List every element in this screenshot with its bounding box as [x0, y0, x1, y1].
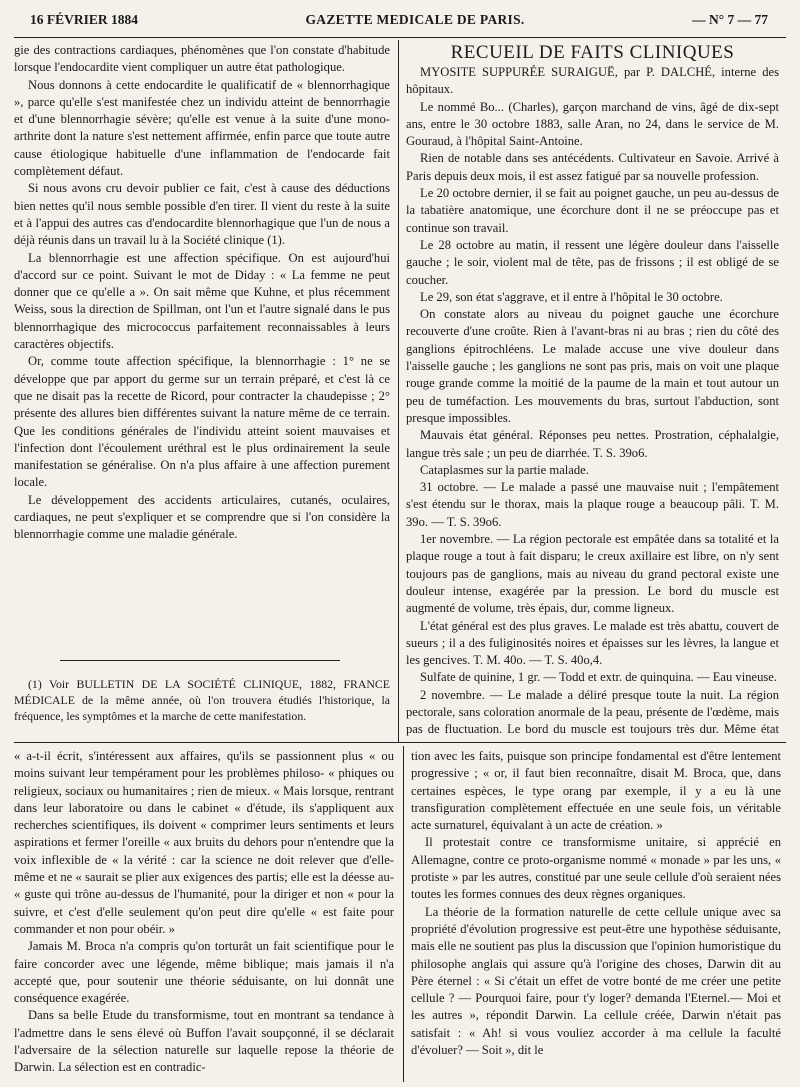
paragraph: Jamais M. Broca n'a compris qu'on torturât un fait scientifique pour le faire concorder avec une légende, même biblique; mais jamais il n'a accepté que, pour soutenir une théorie séduisante, on lui donnât une conséquence exagérée.	[14, 939, 394, 1006]
paragraph: Mauvais état général. Réponses peu nettes. Prostration, céphalalgie, langue très sale ; un peu de diarrhée. T. S. 39o6.	[406, 428, 779, 460]
article-heading: MYOSITE SUPPURÉE SURAIGUË, par P. DALCHÉ, interne des hôpitaux.	[406, 65, 779, 97]
paragraph: Le 20 octobre dernier, il se fait au poignet gauche, un peu au-dessus de la tabatière anatomique, une écorchure dont il ne se préoccupe pas et continue son travail.	[406, 186, 779, 235]
paragraph: tion avec les faits, puisque son principe fondamental est d'être lentement progressive ; « or, il faut bien reconnaître, disait M. Broca, que, dans certaines espèces, le type orang par exemple, il y a eu là une transfiguration complètement effectuée en une seule fois, un véritable acte surnaturel, équivalant à un acte de création. »	[411, 749, 781, 833]
paragraph: L'état général est des plus graves. Le malade est très abattu, couvert de sueurs ; il a des fuliginosités noires et épaisses sur les lèvres, la langue et les gencives. T. M. 40o. — T. S. 40o,4.	[406, 618, 779, 668]
footnote	[14, 676, 390, 740]
left-column	[14, 42, 390, 637]
header-rule	[14, 37, 786, 38]
paragraph: Rien de notable dans ses antécédents. Cultivateur en Savoie. Arrivé à Paris depuis deux mois, il est assez fatigué par sa nouvelle profession.	[406, 151, 779, 183]
section-title: RECUEIL DE FAITS CLINIQUES	[450, 42, 735, 63]
paragraph: « a-t-il écrit, s'intéressent aux affaires, qu'ils se passionnent plus « ou moins suivant leur tempérament pour les problèmes philoso- « phiques ou religieux, sociaux ou humanitaires ; rien de mieux. « Mais lorsque, rentrant dans leur laboratoire ou dans le cabinet « d'étude, ils s'appliquent aux recherches scientifiques, ils doivent « comprimer leurs sentiments et leurs aspirations et fermer l'oreille « aux bruits du dehors pour n'entendre que la voix inflexible de « la vérité : car la science ne doit relever que d'elle-même et ne « saurait se plier aux exigences des partis; elle est la déesse au- « guste qui trône au-dessus de l'humanité, pour la diriger et non « pour la suivre, et c'est d'elle seulement qu'on peut dire qu'elle « est faite pour commander et non pour obéir. »	[14, 749, 394, 936]
paragraph: Le développement des accidents articulaires, cutanés, oculaires, cardiaques, ne peut s'expliquer et se comprendre que si l'on considère la blennorrhagie comme une maladie générale.	[14, 492, 390, 542]
paragraph: La blennorrhagie est une affection spécifique. On est aujourd'hui d'accord sur ce point. Suivant le mot de Diday : « La femme ne peut donner que ce qu'elle a ». On sait même que Kuhne, et plus récemment Weiss, sous la direction de Spillman, ont l'un et l'autre signalé dans le pus blennorrhagique des micrococcus parfaitement reconnaissables à leurs caractères objectifs.	[14, 250, 390, 352]
paragraph: 31 octobre. — Le malade a passé une mauvaise nuit ; l'empâtement s'est étendu sur le thorax, mais la plaque rouge a beaucoup pâli. T. M. 39o. — T. S. 39o6.	[406, 480, 779, 529]
paragraph: Dans sa belle Etude du transformisme, tout en montrant sa tendance à l'admettre dans le sens élevé où Buffon l'avait soupçonné, il se déclarait l'adversaire de la sélection naturelle sur laquelle repose la théorie de Darwin. La sélection est en contradic-	[14, 1008, 394, 1075]
paragraph: Il protestait contre ce transformisme unitaire, si apprécié en Allemagne, contre ce proto-organisme nommé « monade » par les uns, « protiste » par les autres, constitué par une seule cellule d'où seraient nées toutes les formes connues des deux règnes organiques.	[411, 835, 781, 902]
paragraph: 2 novembre. — Le malade a déliré presque toute la nuit. La région pectorale, sans coloration anormale de la peau, présente de l'œdème, mais pas de fluctuation. Le bord du muscle est toujours très dur. Même état	[406, 687, 779, 737]
section-rule	[14, 742, 786, 743]
top-column-divider	[398, 40, 399, 742]
right-column	[406, 42, 779, 740]
paragraph: Le nommé Bo... (Charles), garçon marchand de vins, âgé de dix-sept ans, entre le 30 octobre 1883, salle Aran, no 24, dans le service de M. Gouraud, à l'hôpital Saint-Antoine.	[406, 99, 779, 149]
paragraph: On constate alors au niveau du poignet gauche une écorchure recouverte d'une croûte. Rien à l'avant-bras ni au bras ; rien du côté des ganglions épitrochléens. Le malade accuse une vive douleur dans l'aisselle gauche ; les ganglions ne sont pas pris, mais on voit une plaque rouge grande comme la moitié de la paume de la main et tout autour un peu de tuméfaction. Les mouvements du bras, surtout l'abduction, sont presque impossibles.	[406, 307, 779, 425]
footnote-rule	[60, 660, 340, 661]
paragraph: Si nous avons cru devoir publier ce fait, c'est à cause des déductions bien nettes qu'il nous semble possible d'en tirer. Il vient du reste à la suite et à l'appui des autres cas d'endocardite blennorhagique que l'un de nous a déjà réunis dans un travail lu à la Société clinique (1).	[14, 181, 390, 248]
paragraph: Cataplasmes sur la partie malade.	[420, 462, 589, 477]
paragraph: Le 29, son état s'aggrave, et il entre à l'hôpital le 30 octobre.	[420, 289, 723, 304]
bottom-right-column	[411, 748, 781, 1082]
paragraph: Nous donnons à cette endocardite le qualificatif de « blennorrhagique », parce qu'elle s'est manifestée chez un individu atteint de bennorrhagie et d'une blennorrhagie sévère; qu'elle est venue à la suite d'une mono-arthrite dont la nature s'est nettement affirmée, enfin parce que toute autre cause étiologique habituelle d'une inflammation de l'endocarde fait complètement défaut.	[14, 77, 390, 179]
journal-title: GAZETTE MEDICALE DE PARIS.	[305, 12, 525, 28]
footnote-text: (1) Voir BULLETIN DE LA SOCIÉTÉ CLINIQUE, 1882, FRANCE MÉDICALE de la même année, où l'on trouvera étudiés l'historique, la fréquence, les symptômes et la marche de cette manifestation.	[14, 677, 390, 723]
page-header	[30, 8, 768, 32]
paragraph: 1er novembre. — La région pectorale est empâtée dans sa totalité et la plaque rouge a tout à fait disparu; le creux axillaire est libre, on n'y sent toujours pas de ganglions, mais au niveau du grand pectoral existe une douleur intense, exagérée par la pression. Le bord du muscle est augmenté de volume, très épais, dur, comme ligneux.	[406, 532, 779, 616]
paragraph: Sulfate de quinine, 1 gr. — Todd et extr. de quinquina. — Eau vineuse.	[420, 670, 778, 685]
paragraph: Le 28 octobre au matin, il ressent une légère douleur dans l'aisselle gauche ; le soir, violent mal de tête, pas de frissons ; il est obligé de se coucher.	[406, 237, 779, 287]
issue-date: 16 FÉVRIER 1884	[30, 12, 139, 28]
bottom-column-divider	[403, 746, 404, 1082]
paragraph: Or, comme toute affection spécifique, la blennorrhagie : 1° ne se développe que par apport du germe sur un terrain préparé, et c'est là ce que ne disait pas la recette de Ricord, pour contracter la chaudepisse ; 2° présente des allures bien différentes suivant la nature même de ce terrain. Que les conditions générales de l'individu atteint soient mauvaises et l'infection dont l'écoulement uréthral est le plus ordinairement la seule manifestation se généralise. On n'a plus affaire à une affection purement locale.	[14, 354, 390, 490]
paragraph: gie des contractions cardiaques, phénomènes que l'on constate d'habitude lorsque l'endocardite vient compliquer un autre état pathologique.	[14, 43, 390, 75]
paragraph: La théorie de la formation naturelle de cette cellule unique avec sa propriété d'évolution progressive est peut-être une hypothèse séduisante, mais elle ne soutient pas plus la discussion que l'opinion humoristique du philosophe anglais qui assure qu'à l'origine des choses, Darwin dit au Père éternel : « Si c'était un effet de votre bonté de me créer une petite cellule ? — Pourquoi faire, pour t'y loger? demanda l'Eternel.— Moi et les autres », répondit Darwin. La cellule créée, Darwin n'était pas satisfait : « Ah! si vous vouliez accorder à ma cellule la faculté d'évoluer? — Soit », dit le	[411, 904, 781, 1058]
bottom-left-column	[14, 748, 394, 1082]
page-number: — N° 7 — 77	[692, 12, 768, 28]
